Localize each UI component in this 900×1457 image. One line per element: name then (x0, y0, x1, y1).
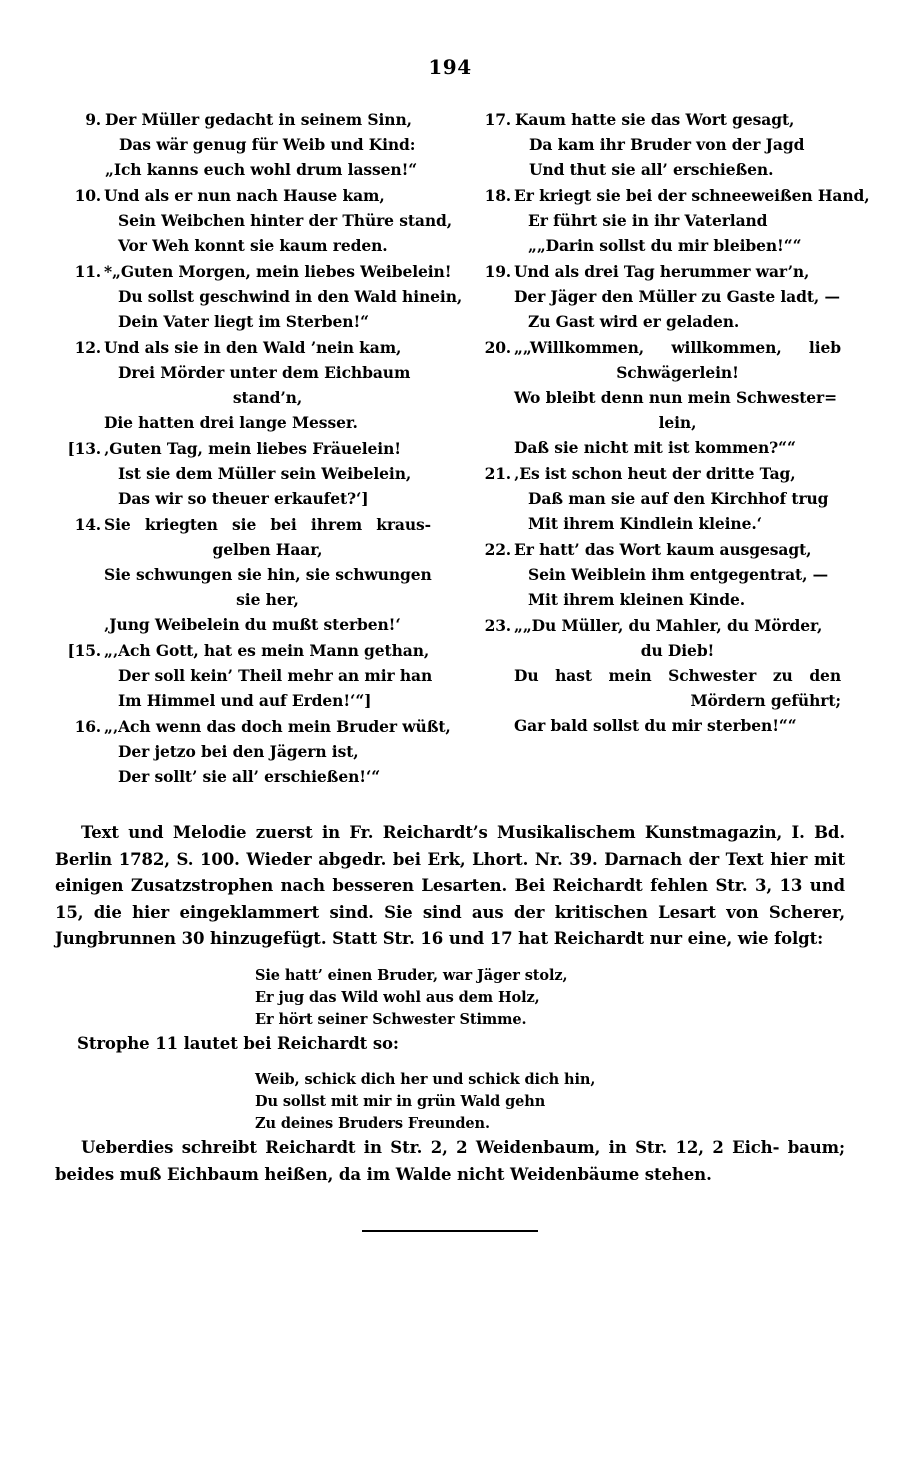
quote-block-1 (55, 965, 845, 1031)
verse-line: Und thut sie all’ erschießen. (529, 160, 774, 179)
verse-line: Drei Mörder unter dem Eichbaum (118, 363, 411, 382)
verse-line: ‚Guten Tag, mein liebes Fräuelein! (104, 439, 401, 458)
stanza-lines (514, 259, 841, 334)
verse-line: Im Himmel und auf Erden!‘“] (118, 691, 372, 710)
stanza (55, 714, 451, 789)
stanza-lines (514, 461, 841, 536)
notes-lead-2: Strophe 11 lautet bei Reichardt so: (77, 1033, 399, 1053)
stanza (55, 259, 463, 334)
verse-line: Da kam ihr Bruder von der Jagd (529, 135, 805, 154)
stanza (465, 183, 870, 258)
verse-line: „Ich kanns euch wohl drum lassen!“ (105, 160, 418, 179)
stanza-lines (514, 183, 870, 258)
stanza-lines (104, 714, 451, 789)
verse-line: Und als er nun nach Hause kam, (104, 186, 385, 205)
verse-line: Und als sie in den Wald ’nein kam, (104, 338, 402, 357)
verse-line: Sein Weibchen hinter der Thüre stand, (118, 211, 453, 230)
stanza (465, 461, 841, 536)
stanza-number: 11. (74, 262, 101, 281)
verse-line: Dein Vater liegt im Sterben!“ (118, 312, 369, 331)
stanza-lines (104, 436, 431, 511)
quote-line: Zu deines Bruders Freunden. (255, 1115, 490, 1132)
verse-line: stand’n, (232, 388, 303, 407)
stanza (55, 638, 431, 713)
stanza-number: [13. (67, 439, 101, 458)
verse-line: sie her, (236, 590, 299, 609)
verse-line: ‚Es ist schon heut der dritte Tag, (514, 464, 796, 483)
stanza-lines (514, 537, 841, 612)
verse-line: gelben Haar, (212, 540, 323, 559)
two-column-body (0, 107, 900, 790)
verse-line: Er hatt’ das Wort kaum ausgesagt, (514, 540, 812, 559)
verse-line: Ist sie dem Müller sein Weibelein, (118, 464, 412, 483)
verse-line: Der Müller gedacht in seinem Sinn, (105, 110, 412, 129)
stanza (55, 436, 431, 511)
page-number: 194 (428, 55, 472, 79)
verse-line: Sie schwungen sie hin, sie schwungen (104, 565, 432, 584)
stanza (465, 537, 841, 612)
verse-line: Vor Weh konnt sie kaum reden. (118, 236, 388, 255)
verse-line: Der jetzo bei den Jägern ist, (118, 742, 359, 761)
stanza-lines (104, 183, 453, 258)
stanza (465, 613, 841, 738)
verse-line: Der Jäger den Müller zu Gaste ladt, — (514, 287, 840, 306)
stanza-number: 20. (484, 338, 511, 357)
verse-line: Er kriegt sie bei der schneeweißen Hand, (514, 186, 870, 205)
quote-line: Er jug das Wild wohl aus dem Holz, (255, 988, 540, 1006)
verse-line: Daß man sie auf den Kirchhof trug (528, 489, 829, 508)
stanza (55, 512, 431, 637)
stanza (465, 335, 841, 460)
left-column (55, 107, 463, 790)
stanza-number: 10. (74, 186, 101, 205)
quote-line: Sie hatt’ einen Bruder, war Jäger stolz, (255, 966, 568, 984)
verse-line: Sein Weiblein ihm entgegentrat, — (528, 565, 829, 584)
stanza-number: 12. (74, 338, 101, 357)
stanza-number: 23. (484, 616, 511, 635)
verse-line: ‚Jung Weibelein du mußt sterben!‘ (104, 615, 401, 634)
verse-line: „„Du Müller, du Mahler, du Mörder, (514, 616, 823, 635)
verse-line: Das wär genug für Weib und Kind: (119, 135, 416, 154)
stanza (465, 259, 841, 334)
verse-line: „‚Ach wenn das doch mein Bruder wüßt, (104, 717, 451, 736)
verse-line: Er führt sie in ihr Vaterland (528, 211, 768, 230)
verse-line: Daß sie nicht mit ist kommen?““ (514, 438, 796, 457)
editorial-notes (55, 820, 845, 1188)
horizontal-rule (362, 1230, 538, 1232)
quote-line: Er hört seiner Schwester Stimme. (255, 1010, 527, 1028)
verse-line: „„Willkommen, willkommen, lieb (514, 338, 841, 357)
verse-line: Der sollt’ sie all’ erschießen!‘“ (118, 767, 381, 786)
verse-line: *„Guten Morgen, mein liebes Weibelein! (104, 262, 452, 281)
verse-line: Der soll kein’ Theil mehr an mir han (118, 666, 433, 685)
verse-line: Mördern geführt; (690, 691, 841, 710)
right-column (465, 107, 870, 790)
stanza-number: 19. (484, 262, 511, 281)
stanza-lines (515, 107, 841, 182)
stanza-lines (104, 335, 431, 435)
stanza-lines (105, 107, 431, 182)
stanza (465, 107, 841, 182)
verse-line: Zu Gast wird er geladen. (528, 312, 740, 331)
stanza (55, 107, 431, 182)
verse-line: „‚Ach Gott, hat es mein Mann gethan, (104, 641, 430, 660)
stanza-number: [15. (67, 641, 101, 660)
verse-line: Die hatten drei lange Messer. (104, 413, 358, 432)
stanza-number: 18. (484, 186, 511, 205)
stanza-lines (104, 638, 431, 713)
stanza-number: 22. (484, 540, 511, 559)
stanza (55, 183, 453, 258)
stanza-lines (104, 512, 431, 637)
verse-line: Du sollst geschwind in den Wald hinein, (118, 287, 463, 306)
verse-line: Schwägerlein! (616, 363, 739, 382)
stanza-lines (514, 613, 841, 738)
stanza-number: 16. (74, 717, 101, 736)
verse-line: Und als drei Tag herummer war’n, (514, 262, 810, 281)
verse-line: Mit ihrem Kindlein kleine.‘ (528, 514, 762, 533)
quote-line: Du sollst mit mir in grün Wald gehn (255, 1093, 546, 1110)
verse-line: Kaum hatte sie das Wort gesagt, (515, 110, 795, 129)
verse-line: du Dieb! (640, 641, 715, 660)
verse-line: lein, (658, 413, 697, 432)
verse-line: Mit ihrem kleinen Kinde. (528, 590, 746, 609)
stanza-number: 17. (484, 110, 511, 129)
notes-paragraph-1: Text und Melodie zuerst in Fr. Reichardt’s Musikalischem Kunstmagazin, I. Bd. Berlin 1782, S. 100. Wieder abgedr. bei Erk, Lhort. Nr. 39. Darnach der Text hier mit einigen Zusatzstrophen nach besseren Lesarten. Bei Reichardt fehlen Str. 3, 13 und 15, die hier eingeklammert sind. Sie sind aus der kritischen Lesart von Scherer, Jungbrunnen 30 hinzugefügt. Statt Str. 16 und 17 hat Reichardt nur eine, wie folgt: (55, 823, 845, 948)
notes-paragraph-2: Ueberdies schreibt Reichardt in Str. 2, 2 Weidenbaum, in Str. 12, 2 Eich- baum; beides muß Eichbaum heißen, da im Walde nicht Weidenbäume stehen. (55, 1138, 845, 1184)
verse-line: Wo bleibt denn nun mein Schwester= (514, 388, 838, 407)
verse-line: Sie kriegten sie bei ihrem kraus- (104, 515, 431, 534)
stanza-number: 9. (85, 110, 101, 129)
verse-line: Das wir so theuer erkaufet?‘] (118, 489, 369, 508)
stanza-number: 14. (74, 515, 101, 534)
verse-line: Gar bald sollst du mir sterben!““ (514, 716, 797, 735)
stanza-lines (104, 259, 463, 334)
verse-line: „„Darin sollst du mir bleiben!““ (528, 236, 802, 255)
stanza-lines (514, 335, 841, 460)
quote-block-2 (55, 1069, 845, 1135)
stanza (55, 335, 431, 435)
stanza-number: 21. (484, 464, 511, 483)
quote-line: Weib, schick dich her und schick dich hin, (255, 1071, 596, 1088)
verse-line: Du hast mein Schwester zu den (514, 666, 841, 685)
